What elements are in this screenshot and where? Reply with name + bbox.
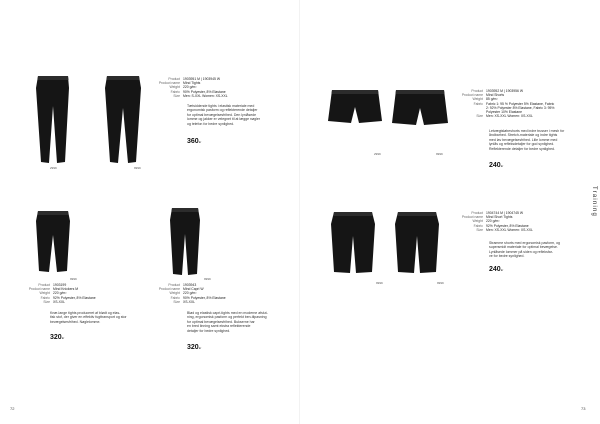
spec-label: Weight [472,219,483,224]
product-price: 240kr [489,266,504,273]
spec-value: Mind Shorts [486,93,505,98]
page-fold [299,0,300,424]
spec-value: 85 g/m² [486,97,498,102]
tights-front-image [30,74,75,166]
spec-value: 90% Polyester, 8% Elastane [183,295,226,300]
product-price: 360kr [187,138,202,145]
spec-label: Weight [169,291,180,296]
spec-value: 1903943 [183,283,197,287]
spec-table [158,283,226,304]
spec-label: Product [168,283,180,287]
spec-value: 220 g/m² [183,291,197,296]
spec-value: Mind Short Tights [486,215,513,220]
shorts-front-image [326,87,384,125]
product-description: Letvægtsløbeshorts med indre trusser i mesh for åndbarhed. Stretch-materiale og indre tights med lav bevægelsesfrihed. Lille lomme med lynlås og refleksdetaljer for god synlighed. Reflekterende detaljer for bedre synlighed. [489,129,565,151]
spec-value: 220 g/m² [486,219,500,224]
product-description: Blød og elastisk capri-tights med en moderne afslut- ning, ergonomisk pasform og perfekt ben-tilpasning for optimal bevægelsesfrihed. Bukserne har en bred linning samt ekstra reflekterende detaljer for bedre synlighed. [187,311,268,333]
image-caption: 2999 [50,166,57,170]
image-caption: 9999 [436,152,443,156]
spec-table [461,89,554,118]
spec-value: 90% Polyester, 8% Elastane [183,89,226,94]
spec-label: Product name [158,287,180,292]
spec-label: Size [476,227,483,232]
spec-table [28,283,96,304]
image-caption: 9999 [70,277,77,281]
spec-value: 92% Polyester, 8% Elastane [486,223,529,228]
spec-value: 92% Polyester, 8% Elastane [53,295,96,300]
spec-value: 2: 92% Polyester 8% Elastane, Fabric 3: 95% [486,105,555,110]
section-tab: Training [591,186,597,218]
spec-value: Fabric 1: 95 % Polyester 5% Elastane, Fabric [486,101,555,106]
image-caption: 9999 [134,166,141,170]
spec-value: Men: S-XXL Women: XS-XXL [183,93,228,98]
spec-value: Mind Capri W [183,287,204,292]
spec-value: 1903951 M | 1903945 W [183,77,221,81]
page-number-right: 73 [581,406,586,411]
spec-label: Fabric [473,101,483,106]
spec-value: 220 g/m² [183,85,197,90]
spec-value: 1903952 M | 1903956 W [486,89,524,93]
spec-label: Product [168,77,180,81]
short-tights-back-image [392,210,442,276]
spec-label: Fabric [40,295,50,300]
spec-label: Product name [28,287,50,292]
spec-value: Mind Tights [183,81,201,86]
spec-value: 220 g/m² [53,291,67,296]
spec-label: Weight [472,97,483,102]
spec-label: Fabric [170,295,180,300]
spec-value: Men: XS-XXL Women: XS-XXL [486,114,533,119]
spec-label: Fabric [170,89,180,94]
spec-table [461,211,533,232]
product-price: 240kr [489,162,504,169]
knickers-image [33,209,73,275]
spec-label: Product name [461,215,483,220]
product-description: Stramme shorts med ergonomisk pasform, og supersmidt materiale for optimal bevægelse. Lynlåsede lommer på siden og refleksfar- ve for bedre synlighed. [489,241,560,259]
product-price: 320kr [187,344,202,351]
spec-value: 1903199 [53,283,67,287]
spec-value: Mind Knickers M [53,287,79,292]
short-tights-front-image [328,210,378,276]
image-caption: 9999 [437,281,444,285]
spec-label: Product [471,89,483,93]
spec-label: Product name [461,93,483,98]
spec-value: Polyester 10% Elastane [486,110,522,115]
image-caption: 9999 [204,277,211,281]
spec-label: Size [43,299,50,304]
spec-value: 1904744 M | 1904745 W [486,211,524,215]
product-description: Knæ-lange tights produceret af blødt og elas- tisk stof, der giver en effektiv fugttransport og stor bevægelsesfrihed. Nøglelomme. [50,311,127,324]
spec-label: Weight [169,85,180,90]
spec-label: Fabric [473,223,483,228]
spec-label: Product [471,211,483,215]
shorts-back-image [390,87,450,127]
spec-table [158,77,228,98]
spec-label: Size [173,93,180,98]
tights-back-image [98,74,148,166]
spec-label: Product name [158,81,180,86]
image-caption: 9999 [376,281,383,285]
product-price: 320kr [50,334,65,341]
spec-value: XS-XXL [183,299,196,304]
spec-label: Product [38,283,50,287]
spec-label: Size [476,114,483,119]
spec-value: Men: XS-XXL Women: XS-XXL [486,227,533,232]
product-description: Tætsiddende tights i elastisk materiale med ergonomisk pasform og reflekterende detaljer for optimal bevægelsesfrihed. Den lynlåsede lomme og jakker er velegnet til at lægge nøgler og telefon for bedre synlighed. [187,104,260,126]
spec-label: Weight [39,291,50,296]
image-caption: 2999 [374,152,381,156]
capri-image [167,206,203,278]
spec-label: Size [173,299,180,304]
page-number-left: 72 [10,406,15,411]
spec-value: XS-XXL [53,299,66,304]
